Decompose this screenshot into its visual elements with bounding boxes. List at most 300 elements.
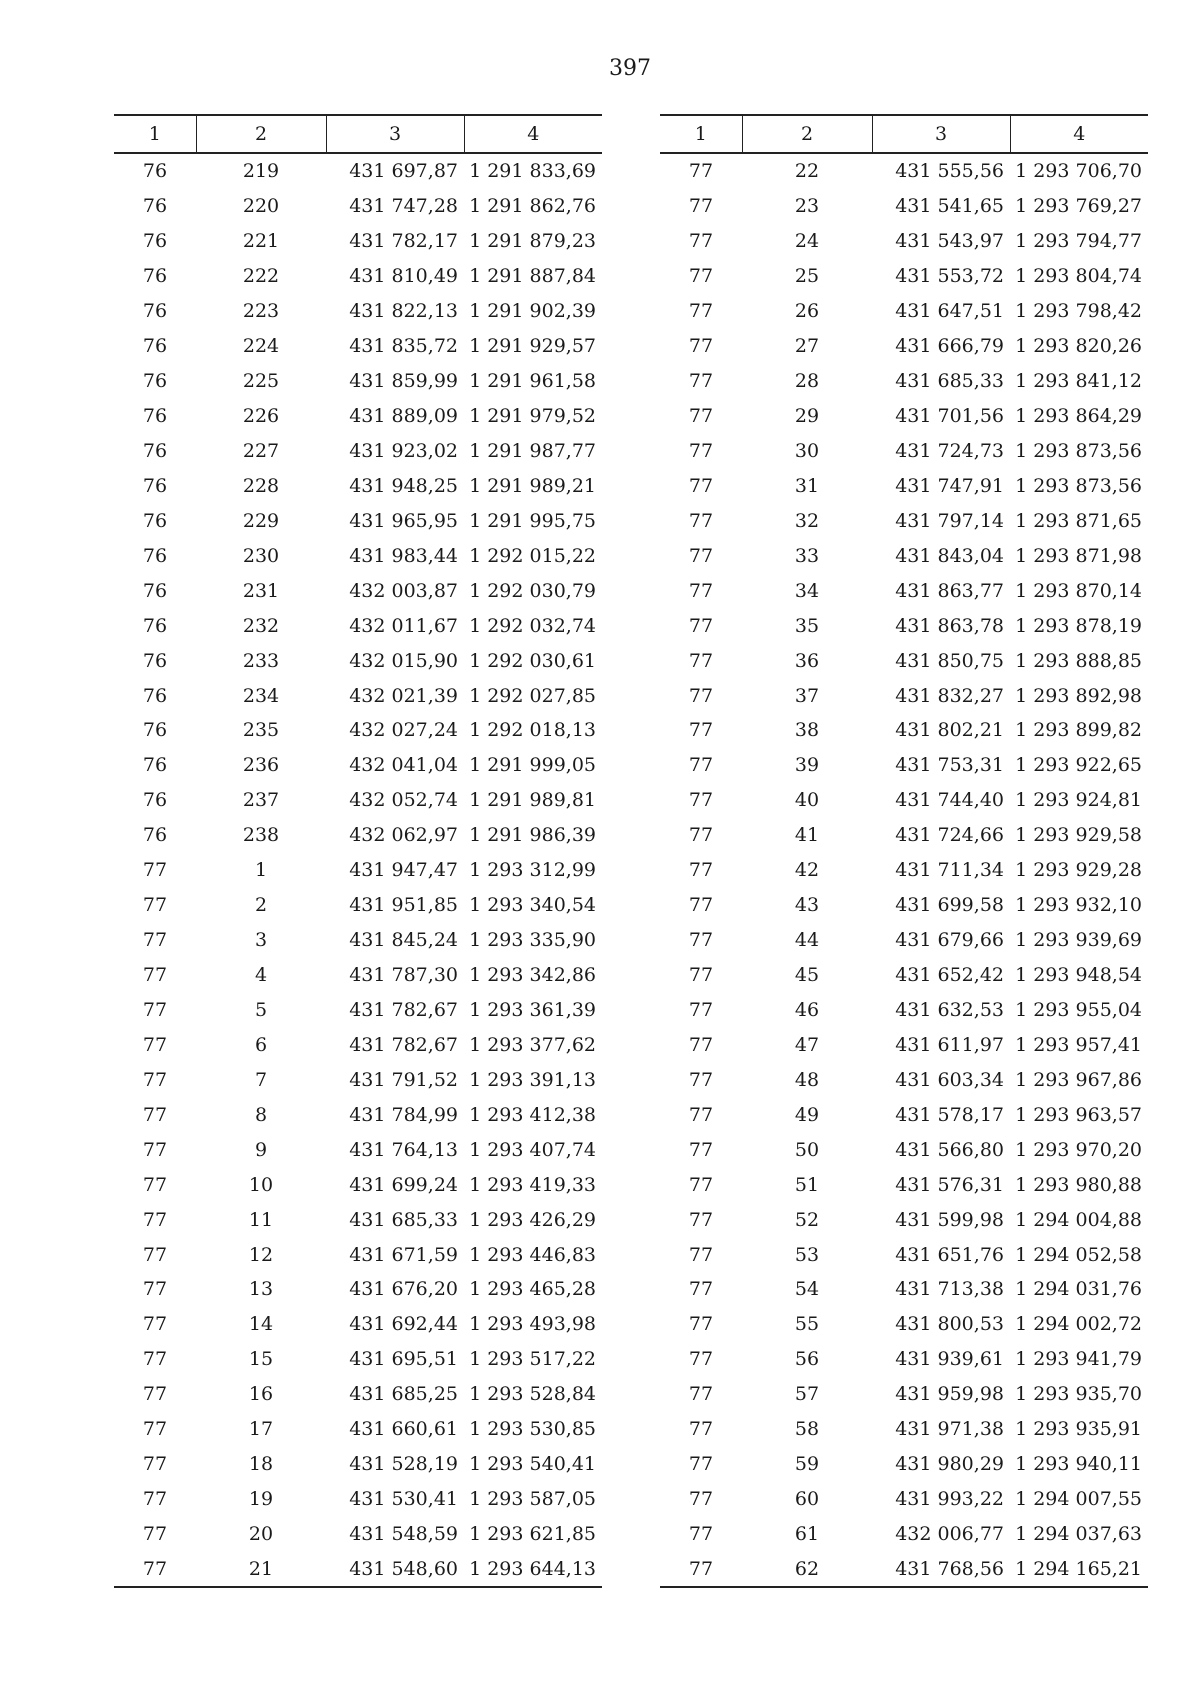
table-cell-col-2: 219 [242, 160, 280, 183]
table-cell-col-2: 7 [254, 1068, 268, 1091]
table-cell-col-2: 222 [242, 265, 280, 288]
table-cell-col-1: 77 [688, 789, 714, 812]
table-row [114, 958, 602, 993]
table-cell-col-2: 59 [794, 1453, 820, 1476]
table-cell-col-3: 431 845,24 [349, 929, 458, 952]
table-cell-col-2: 45 [794, 964, 820, 987]
table-cell-col-4: 1 293 970,20 [1015, 1138, 1142, 1161]
table-cell-col-3: 431 971,38 [895, 1418, 1004, 1441]
table-cell-col-3: 431 822,13 [349, 300, 458, 323]
table-row [660, 888, 1148, 923]
table-cell-col-4: 1 291 929,57 [469, 335, 596, 358]
table-cell-col-2: 12 [248, 1243, 274, 1266]
table-cell-col-3: 431 666,79 [895, 335, 1004, 358]
table-cell-col-4: 1 291 902,39 [469, 300, 596, 323]
table-cell-col-3: 431 676,20 [349, 1278, 458, 1301]
table-cell-col-2: 5 [254, 998, 268, 1021]
table-row [114, 468, 602, 503]
table-cell-col-1: 76 [142, 579, 168, 602]
table-cell-col-4: 1 293 342,86 [469, 964, 596, 987]
table-cell-col-2: 226 [242, 405, 280, 428]
table-cell-col-3: 431 863,77 [895, 579, 1004, 602]
table-row [114, 1062, 602, 1097]
table-cell-col-3: 432 041,04 [349, 754, 458, 777]
table-cell-col-2: 41 [794, 824, 820, 847]
table-cell-col-4: 1 293 769,27 [1015, 195, 1142, 218]
table-cell-col-4: 1 293 980,88 [1015, 1173, 1142, 1196]
table-cell-col-1: 77 [142, 1068, 168, 1091]
table-cell-col-2: 229 [242, 509, 280, 532]
table-cell-col-4: 1 292 027,85 [469, 684, 596, 707]
table-row [114, 1167, 602, 1202]
table-cell-col-2: 44 [794, 929, 820, 952]
table-cell-col-4: 1 291 862,76 [469, 195, 596, 218]
table-row [114, 1552, 602, 1588]
table-cell-col-3: 431 800,53 [895, 1313, 1004, 1336]
table-cell-col-3: 431 711,34 [895, 859, 1004, 882]
table-cell-col-4: 1 293 794,77 [1015, 230, 1142, 253]
table-cell-col-4: 1 293 465,28 [469, 1278, 596, 1301]
table-cell-col-2: 27 [794, 335, 820, 358]
table-cell-col-1: 77 [688, 1383, 714, 1406]
table-cell-col-3: 431 782,67 [349, 998, 458, 1021]
table-cell-col-2: 49 [794, 1103, 820, 1126]
table-cell-col-4: 1 291 987,77 [469, 439, 596, 462]
table-row [660, 678, 1148, 713]
table-cell-col-1: 77 [688, 824, 714, 847]
table-row [660, 1307, 1148, 1342]
table-cell-col-1: 77 [688, 1138, 714, 1161]
table-cell-col-2: 50 [794, 1138, 820, 1161]
table-cell-col-4: 1 291 961,58 [469, 370, 596, 393]
table-cell-col-4: 1 293 870,14 [1015, 579, 1142, 602]
table-row [114, 643, 602, 678]
table-body-right [660, 153, 1148, 1587]
table-cell-col-4: 1 293 407,74 [469, 1138, 596, 1161]
table-cell-col-1: 77 [142, 1383, 168, 1406]
table-cell-col-4: 1 293 873,56 [1015, 439, 1142, 462]
table-cell-col-2: 54 [794, 1278, 820, 1301]
table-cell-col-3: 431 701,56 [895, 405, 1004, 428]
table-cell-col-4: 1 293 644,13 [464, 1552, 602, 1588]
table-cell-col-3: 431 699,58 [895, 894, 1004, 917]
table-cell-col-1: 77 [142, 1418, 168, 1441]
table-row [114, 503, 602, 538]
table-cell-col-3: 431 611,97 [895, 1033, 1004, 1056]
table-header-row [660, 115, 1148, 153]
table-row [114, 1097, 602, 1132]
table-cell-col-1: 76 [142, 789, 168, 812]
table-cell-col-3: 432 006,77 [895, 1523, 1004, 1546]
table-cell-col-3: 431 889,09 [349, 405, 458, 428]
table-cell-col-1: 77 [142, 1173, 168, 1196]
table-cell-col-2: 223 [242, 300, 280, 323]
table-cell-col-1: 77 [688, 859, 714, 882]
table-cell-col-3: 431 791,52 [349, 1068, 458, 1091]
table-cell-col-3: 431 685,25 [349, 1383, 458, 1406]
table-cell-col-2: 235 [242, 719, 280, 742]
table-cell-col-4: 1 293 957,41 [1015, 1033, 1142, 1056]
table-row [660, 1517, 1148, 1552]
table-cell-col-2: 56 [794, 1348, 820, 1371]
column-header-3: 3 [872, 115, 1010, 153]
table-cell-col-2: 55 [794, 1313, 820, 1336]
table-cell-col-2: 35 [794, 614, 820, 637]
table-row [660, 1377, 1148, 1412]
table-cell-col-2: 46 [794, 998, 820, 1021]
table-cell-col-2: 13 [248, 1278, 274, 1301]
table-cell-col-2: 8 [254, 1103, 268, 1126]
table-row [660, 1097, 1148, 1132]
table-cell-col-3: 431 983,44 [349, 544, 458, 567]
table-cell-col-4: 1 293 932,10 [1015, 894, 1142, 917]
table-row [660, 608, 1148, 643]
table-cell-col-3: 431 980,29 [895, 1453, 1004, 1476]
table-cell-col-4: 1 293 941,79 [1015, 1348, 1142, 1371]
table-row [660, 1132, 1148, 1167]
table-cell-col-3: 431 959,98 [895, 1383, 1004, 1406]
table-cell-col-1: 77 [688, 754, 714, 777]
column-header-1: 1 [660, 115, 742, 153]
table-cell-col-1: 76 [142, 649, 168, 672]
table-cell-col-1: 77 [688, 1278, 714, 1301]
table-cell-col-4: 1 293 864,29 [1015, 405, 1142, 428]
table-cell-col-2: 62 [742, 1552, 872, 1588]
table-cell-col-4: 1 293 530,85 [469, 1418, 596, 1441]
table-cell-col-1: 76 [142, 754, 168, 777]
table-cell-col-2: 2 [254, 894, 268, 917]
table-cell-col-4: 1 293 940,11 [1015, 1453, 1142, 1476]
table-row [660, 259, 1148, 294]
table-cell-col-2: 60 [794, 1488, 820, 1511]
page-number: 397 [609, 56, 651, 81]
table-cell-col-3: 431 647,51 [895, 300, 1004, 323]
table-cell-col-1: 77 [142, 1138, 168, 1161]
table-cell-col-1: 77 [142, 1453, 168, 1476]
table-cell-col-4: 1 293 412,38 [469, 1103, 596, 1126]
table-cell-col-2: 53 [794, 1243, 820, 1266]
table-cell-col-3: 431 747,28 [349, 195, 458, 218]
column-header-4: 4 [464, 115, 602, 153]
table-row [660, 468, 1148, 503]
table-cell-col-1: 76 [142, 160, 168, 183]
table-cell-col-3: 431 993,22 [895, 1488, 1004, 1511]
table-cell-col-1: 76 [142, 719, 168, 742]
table-row [660, 189, 1148, 224]
table-cell-col-4: 1 294 007,55 [1015, 1488, 1142, 1511]
table-cell-col-1: 77 [688, 1068, 714, 1091]
table-row [660, 294, 1148, 329]
table-row [660, 1027, 1148, 1062]
table-row [114, 1307, 602, 1342]
table-cell-col-2: 32 [794, 509, 820, 532]
table-cell-col-3: 431 832,27 [895, 684, 1004, 707]
table-row [114, 1342, 602, 1377]
table-cell-col-4: 1 293 540,41 [469, 1453, 596, 1476]
table-cell-col-1: 76 [142, 265, 168, 288]
table-cell-col-4: 1 292 015,22 [469, 544, 596, 567]
table-cell-col-2: 40 [794, 789, 820, 812]
table-cell-col-4: 1 293 340,54 [469, 894, 596, 917]
table-cell-col-2: 224 [242, 335, 280, 358]
table-cell-col-3: 431 947,47 [349, 859, 458, 882]
table-cell-col-4: 1 293 967,86 [1015, 1068, 1142, 1091]
table-cell-col-4: 1 291 989,81 [469, 789, 596, 812]
table-cell-col-3: 431 965,95 [349, 509, 458, 532]
table-cell-col-2: 31 [794, 474, 820, 497]
table-row [660, 1237, 1148, 1272]
table-cell-col-4: 1 293 528,84 [469, 1383, 596, 1406]
table-row [660, 643, 1148, 678]
table-row [660, 364, 1148, 399]
table-cell-col-4: 1 293 312,99 [469, 859, 596, 882]
table-cell-col-2: 26 [794, 300, 820, 323]
table-cell-col-4: 1 292 032,74 [469, 614, 596, 637]
table-cell-col-4: 1 293 446,83 [469, 1243, 596, 1266]
table-row [660, 1552, 1148, 1588]
table-cell-col-2: 52 [794, 1208, 820, 1231]
table-cell-col-3: 431 555,56 [895, 160, 1004, 183]
table-cell-col-3: 431 685,33 [895, 370, 1004, 393]
table-cell-col-3: 432 011,67 [349, 614, 458, 637]
table-row [114, 573, 602, 608]
table-cell-col-2: 11 [248, 1208, 274, 1231]
table-cell-col-1: 77 [688, 439, 714, 462]
table-cell-col-4: 1 293 587,05 [469, 1488, 596, 1511]
table-cell-col-4: 1 294 002,72 [1015, 1313, 1142, 1336]
table-cell-col-2: 19 [248, 1488, 274, 1511]
table-cell-col-3: 431 652,42 [895, 964, 1004, 987]
table-row [660, 573, 1148, 608]
table-cell-col-1: 77 [688, 579, 714, 602]
table-cell-col-2: 20 [248, 1523, 274, 1546]
table-row [114, 1412, 602, 1447]
table-cell-col-2: 1 [254, 859, 268, 882]
table-cell-col-1: 77 [688, 684, 714, 707]
table-cell-col-2: 25 [794, 265, 820, 288]
table-cell-col-3: 431 692,44 [349, 1313, 458, 1336]
table-cell-col-2: 36 [794, 649, 820, 672]
table-cell-col-2: 237 [242, 789, 280, 812]
table-cell-col-2: 21 [196, 1552, 326, 1588]
table-cell-col-3: 431 951,85 [349, 894, 458, 917]
table-cell-col-3: 431 764,13 [349, 1138, 458, 1161]
table-cell-col-4: 1 293 871,65 [1015, 509, 1142, 532]
table-cell-col-2: 221 [242, 230, 280, 253]
table-cell-col-3: 431 651,76 [895, 1243, 1004, 1266]
table-cell-col-4: 1 293 621,85 [469, 1523, 596, 1546]
table-cell-col-2: 234 [242, 684, 280, 707]
table-cell-col-4: 1 293 706,70 [1015, 160, 1142, 183]
table-cell-col-4: 1 292 018,13 [469, 719, 596, 742]
table-cell-col-4: 1 293 426,29 [469, 1208, 596, 1231]
table-cell-col-4: 1 294 031,76 [1015, 1278, 1142, 1301]
table-cell-col-3: 431 859,99 [349, 370, 458, 393]
table-cell-col-1: 77 [688, 998, 714, 1021]
table-cell-col-1: 77 [142, 1243, 168, 1266]
table-cell-col-3: 431 863,78 [895, 614, 1004, 637]
table-cell-col-4: 1 294 004,88 [1015, 1208, 1142, 1231]
table-cell-col-3: 431 548,59 [349, 1523, 458, 1546]
table-row [660, 853, 1148, 888]
table-cell-col-4: 1 291 995,75 [469, 509, 596, 532]
table-row [660, 153, 1148, 189]
table-cell-col-3: 432 052,74 [349, 789, 458, 812]
table-cell-col-1: 77 [688, 719, 714, 742]
table-cell-col-4: 1 293 955,04 [1015, 998, 1142, 1021]
table-cell-col-4: 1 291 989,21 [469, 474, 596, 497]
table-cell-col-2: 10 [248, 1173, 274, 1196]
table-cell-col-4: 1 293 878,19 [1015, 614, 1142, 637]
table-cell-col-1: 77 [142, 964, 168, 987]
table-row [114, 1202, 602, 1237]
table-cell-col-3: 431 713,38 [895, 1278, 1004, 1301]
table-cell-col-1: 77 [688, 160, 714, 183]
table-cell-col-2: 18 [248, 1453, 274, 1476]
table-cell-col-3: 431 744,40 [895, 789, 1004, 812]
table-cell-col-3: 431 948,25 [349, 474, 458, 497]
table-cell-col-1: 77 [142, 1488, 168, 1511]
table-cell-col-4: 1 292 030,79 [469, 579, 596, 602]
table-cell-col-3: 431 660,61 [349, 1418, 458, 1441]
table-cell-col-4: 1 293 873,56 [1015, 474, 1142, 497]
table-cell-col-1: 77 [660, 1552, 742, 1588]
table-cell-col-3: 431 810,49 [349, 265, 458, 288]
table-row [114, 1132, 602, 1167]
table-cell-col-4: 1 293 939,69 [1015, 929, 1142, 952]
table-row [114, 608, 602, 643]
table-cell-col-2: 231 [242, 579, 280, 602]
table-cell-col-2: 220 [242, 195, 280, 218]
table-cell-col-1: 77 [688, 335, 714, 358]
table-cell-col-4: 1 293 924,81 [1015, 789, 1142, 812]
table-cell-col-1: 77 [688, 649, 714, 672]
table-cell-col-1: 77 [688, 1348, 714, 1371]
table-cell-col-4: 1 293 391,13 [469, 1068, 596, 1091]
table-cell-col-3: 431 530,41 [349, 1488, 458, 1511]
table-row [114, 678, 602, 713]
table-row [114, 1447, 602, 1482]
table-cell-col-4: 1 291 986,39 [469, 824, 596, 847]
table-cell-col-1: 77 [688, 195, 714, 218]
table-cell-col-2: 228 [242, 474, 280, 497]
table-cell-col-1: 77 [688, 1033, 714, 1056]
table-row [114, 783, 602, 818]
table-row [114, 713, 602, 748]
table-cell-col-1: 77 [142, 1278, 168, 1301]
table-cell-col-1: 77 [688, 1243, 714, 1266]
table-cell-col-4: 1 293 361,39 [469, 998, 596, 1021]
table-cell-col-3: 431 632,53 [895, 998, 1004, 1021]
table-cell-col-3: 431 528,19 [349, 1453, 458, 1476]
table-cell-col-1: 76 [142, 544, 168, 567]
table-cell-col-1: 76 [142, 614, 168, 637]
table-row [114, 189, 602, 224]
table-cell-col-3: 431 697,87 [349, 160, 458, 183]
table-cell-col-4: 1 293 899,82 [1015, 719, 1142, 742]
table-cell-col-2: 34 [794, 579, 820, 602]
table-cell-col-3: 431 671,59 [349, 1243, 458, 1266]
table-cell-col-2: 57 [794, 1383, 820, 1406]
column-header-2: 2 [196, 115, 326, 153]
table-cell-col-4: 1 291 999,05 [469, 754, 596, 777]
table-row [114, 224, 602, 259]
table-row [114, 1237, 602, 1272]
table-cell-col-2: 61 [794, 1523, 820, 1546]
table-cell-col-1: 77 [688, 964, 714, 987]
table-cell-col-4: 1 293 841,12 [1015, 370, 1142, 393]
table-cell-col-3: 432 003,87 [349, 579, 458, 602]
coordinates-table-right [660, 114, 1148, 1588]
table-cell-col-2: 22 [794, 160, 820, 183]
table-cell-col-3: 431 566,80 [895, 1138, 1004, 1161]
table-row [660, 224, 1148, 259]
table-cell-col-4: 1 291 887,84 [469, 265, 596, 288]
table-cell-col-1: 77 [688, 894, 714, 917]
table-row [660, 818, 1148, 853]
table-cell-col-2: 39 [794, 754, 820, 777]
table-row [114, 1027, 602, 1062]
table-row [114, 818, 602, 853]
table-cell-col-4: 1 294 165,21 [1010, 1552, 1148, 1588]
table-row [114, 153, 602, 189]
table-cell-col-3: 431 787,30 [349, 964, 458, 987]
table-cell-col-1: 77 [688, 614, 714, 637]
table-cell-col-4: 1 291 879,23 [469, 230, 596, 253]
table-row [114, 1272, 602, 1307]
table-row [114, 923, 602, 958]
table-cell-col-3: 431 939,61 [895, 1348, 1004, 1371]
table-cell-col-3: 431 724,73 [895, 439, 1004, 462]
table-row [660, 713, 1148, 748]
table-cell-col-1: 76 [142, 335, 168, 358]
table-cell-col-2: 43 [794, 894, 820, 917]
table-cell-col-3: 431 603,34 [895, 1068, 1004, 1091]
table-row [660, 958, 1148, 993]
table-cell-col-2: 23 [794, 195, 820, 218]
table-cell-col-4: 1 293 804,74 [1015, 265, 1142, 288]
table-cell-col-2: 37 [794, 684, 820, 707]
table-cell-col-1: 77 [688, 370, 714, 393]
table-cell-col-2: 15 [248, 1348, 274, 1371]
table-cell-col-1: 77 [688, 1453, 714, 1476]
table-cell-col-2: 58 [794, 1418, 820, 1441]
table-cell-col-4: 1 293 419,33 [469, 1173, 596, 1196]
table-cell-col-2: 24 [794, 230, 820, 253]
table-cell-col-3: 431 578,17 [895, 1103, 1004, 1126]
table-row [660, 1412, 1148, 1447]
table-row [660, 1062, 1148, 1097]
table-cell-col-1: 77 [142, 1208, 168, 1231]
table-cell-col-4: 1 294 037,63 [1015, 1523, 1142, 1546]
table-cell-col-1: 76 [142, 684, 168, 707]
table-cell-col-1: 76 [142, 195, 168, 218]
table-cell-col-1: 77 [688, 265, 714, 288]
table-cell-col-4: 1 293 493,98 [469, 1313, 596, 1336]
table-cell-col-3: 431 695,51 [349, 1348, 458, 1371]
table-cell-col-1: 77 [114, 1552, 196, 1588]
table-cell-col-4: 1 293 935,70 [1015, 1383, 1142, 1406]
table-cell-col-1: 77 [688, 230, 714, 253]
table-cell-col-1: 77 [142, 929, 168, 952]
table-cell-col-2: 33 [794, 544, 820, 567]
table-cell-col-1: 77 [688, 1313, 714, 1336]
table-cell-col-1: 77 [688, 929, 714, 952]
table-cell-col-2: 14 [248, 1313, 274, 1336]
table-row [114, 399, 602, 434]
table-row [114, 294, 602, 329]
table-cell-col-1: 76 [142, 405, 168, 428]
